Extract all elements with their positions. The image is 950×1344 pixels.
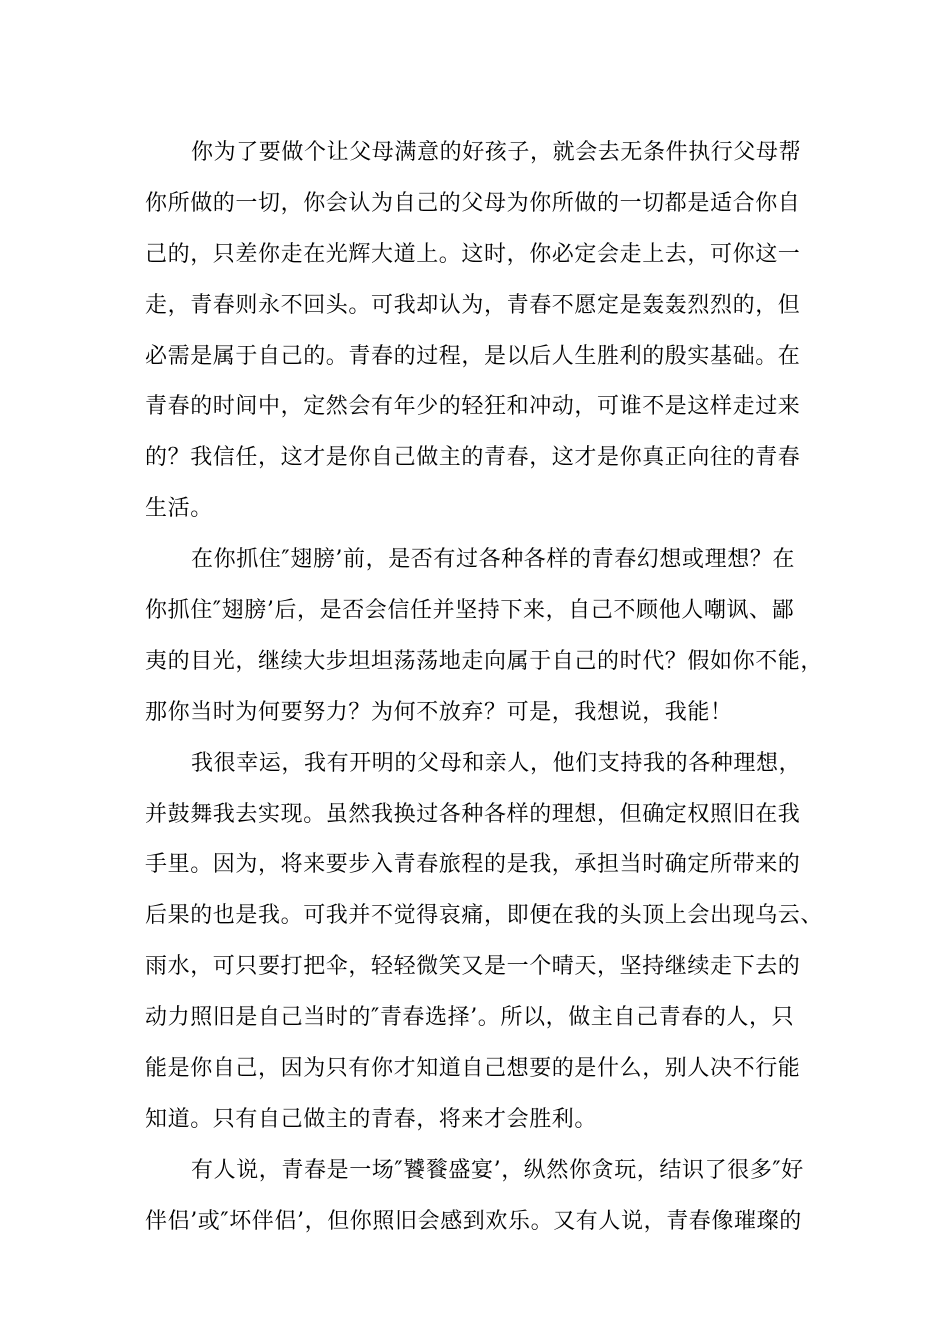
text-line: 己的，只差你走在光辉大道上。这时，你必定会走上去，可你这一 xyxy=(145,241,801,267)
text-line: 有人说，青春是一场″饕餮盛宴’，纵然你贪玩，结识了很多″好 xyxy=(191,1157,804,1183)
text-line: 青春的时间中，定然会有年少的轻狂和冲动，可谁不是这样走过来 xyxy=(145,394,801,420)
text-line: 后果的也是我。可我并不觉得哀痛，即便在我的头顶上会出现乌云、 xyxy=(145,903,824,929)
text-line: 伴侣’或″坏伴侣’，但你照旧会感到欢乐。又有人说，青春像璀璨的 xyxy=(145,1208,802,1234)
text-line: 的？我信任，这才是你自己做主的青春，这才是你真正向往的青春 xyxy=(145,445,801,471)
text-line: 手里。因为，将来要步入青春旅程的是我，承担当时确定所带来的 xyxy=(145,852,801,878)
text-line: 那你当时为何要努力？为何不放弃？可是，我想说，我能！ xyxy=(145,699,733,725)
essay-body xyxy=(145,128,825,1248)
text-line: 知道。只有自己做主的青春，将来才会胜利。 xyxy=(145,1106,598,1132)
text-line: 我很幸运，我有开明的父母和亲人，他们支持我的各种理想， xyxy=(191,750,802,776)
text-line: 夷的目光，继续大步坦坦荡荡地走向属于自己的时代？假如你不能， xyxy=(145,648,824,674)
paragraph xyxy=(145,128,825,535)
paragraph xyxy=(145,535,825,739)
text-line: 动力照旧是自己当时的″青春选择’。所以，做主自己青春的人，只 xyxy=(145,1005,795,1031)
text-line: 雨水，可只要打把伞，轻轻微笑又是一个晴天，坚持继续走下去的 xyxy=(145,954,801,980)
text-line: 你所做的一切，你会认为自己的父母为你所做的一切都是适合你自 xyxy=(145,190,801,216)
text-line: 你抓住″翅膀’后，是否会信任并坚持下来，自己不顾他人嘲讽、鄙 xyxy=(145,598,795,624)
text-line: 在你抓住″翅膀’前，是否有过各种各样的青春幻想或理想？在 xyxy=(191,547,796,573)
paragraph xyxy=(145,1146,825,1248)
text-line: 生活。 xyxy=(145,496,213,522)
text-line: 你为了要做个让父母满意的好孩子，就会去无条件执行父母帮 xyxy=(191,140,802,165)
paragraph xyxy=(145,739,825,1146)
text-line: 并鼓舞我去实现。虽然我换过各种各样的理想，但确定权照旧在我 xyxy=(145,801,801,827)
text-line: 走，青春则永不回头。可我却认为，青春不愿定是轰轰烈烈的，但 xyxy=(145,292,801,318)
text-line: 能是你自己，因为只有你才知道自己想要的是什么，别人决不行能 xyxy=(145,1056,801,1082)
text-line: 必需是属于自己的。青春的过程，是以后人生胜利的殷实基础。在 xyxy=(145,343,801,369)
